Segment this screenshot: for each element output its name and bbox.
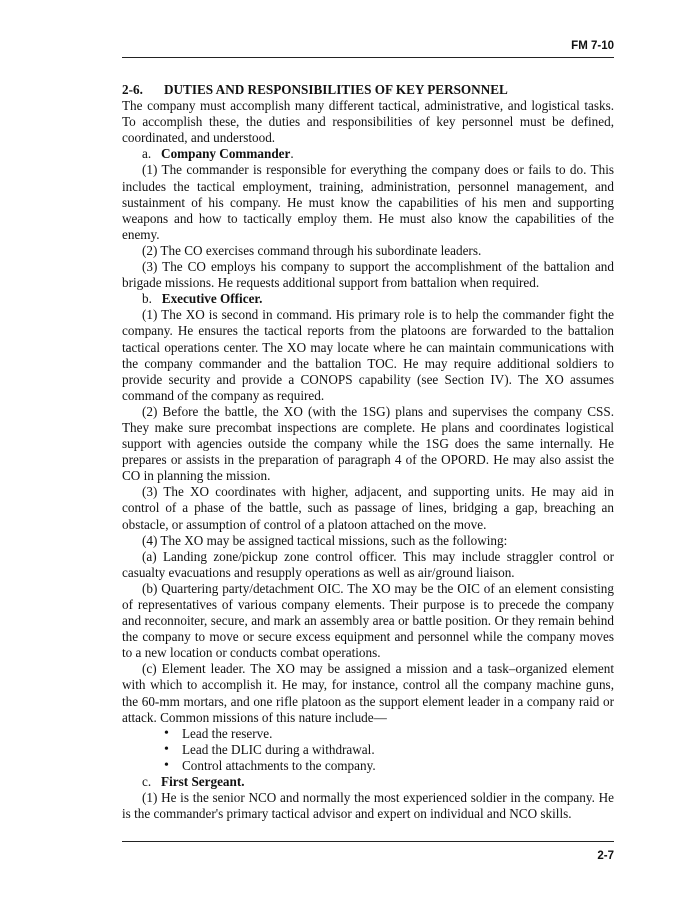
paragraph: (1) The XO is second in command. His primary role is to help the commander fight the company. He ensures the tactical reports from the platoons are forwarded to the battalion tactical operations center. The XO may locate where he can maintain communications with the company commander and the battalion TOC. He may require additional soldiers to provide security and provide a CONOPS capability (see Section IV). The XO assumes command of the company as required. bbox=[122, 307, 614, 403]
subsection-title: Executive Officer. bbox=[161, 291, 263, 307]
subsection-letter: b. bbox=[142, 291, 152, 307]
section-heading bbox=[122, 82, 614, 98]
paragraph: (4) The XO may be assigned tactical missions, such as the following: bbox=[142, 532, 508, 548]
paragraph: (1) He is the senior NCO and normally the most experienced soldier in the company. He is the commander's primary tactical advisor and expert on individual and NCO skills. bbox=[122, 790, 614, 822]
subsection-heading-xo bbox=[122, 291, 614, 307]
subsection-heading-commander: a. Company Commander. bbox=[142, 146, 294, 162]
page-number: 2-7 bbox=[597, 850, 614, 862]
subsection-title: First Sergeant. bbox=[161, 774, 245, 790]
list-item: • Lead the reserve. bbox=[164, 726, 614, 742]
paragraph: (3) The XO coordinates with higher, adjacent, and supporting units. He may aid in control of a phase of the battle, such as passage of lines, bridging a gap, breaching an obstacle, or assumption of control of a platoon attached on the move. bbox=[122, 484, 614, 532]
paragraph: (2) Before the battle, the XO (with the 1SG) plans and supervises the company CSS. They make sure precombat inspections are complete. He plans and coordinates logistical support with agencies outside the company while the 1SG does the same internally. He prepares or assists in the preparation of paragraph 4 of the OPORD. He may also assist the CO in planning the mission. bbox=[122, 403, 614, 484]
subsection-heading-first-sergeant bbox=[122, 774, 614, 790]
subsection-letter: c. bbox=[142, 774, 152, 790]
list-item: • Control attachments to the company. bbox=[164, 758, 614, 774]
footer-rule bbox=[122, 841, 614, 842]
page-body bbox=[122, 82, 614, 822]
header-rule bbox=[122, 57, 614, 58]
section-number: 2-6. bbox=[122, 82, 143, 97]
paragraph: (2) The CO exercises command through his subordinate leaders. bbox=[142, 242, 482, 258]
paragraph: (1) The commander is responsible for everything the company does or fails to do. This includes the tactical employment, training, administration, personnel management, and sustainment of his company. He must know the capabilities of his men and supporting weapons and how to tactically employ them. He must also know the capabilities of the enemy. bbox=[122, 162, 614, 242]
subsection-letter: a. bbox=[142, 146, 152, 162]
running-header: FM 7-10 bbox=[571, 40, 614, 52]
paragraph: (c) Element leader. The XO may be assigned a mission and a task–organized element with which to accomplish it. He may, for instance, control all the company machine guns, the 60-mm mortars, and one rifle platoon as the support element leader in a company raid or attack. Common missions of this nature include— bbox=[122, 661, 614, 725]
list-item: • Lead the DLIC during a withdrawal. bbox=[164, 742, 614, 758]
paragraph: (3) The CO employs his company to support the accomplishment of the battalion and brigade missions. He requests additional support from battalion when required. bbox=[122, 259, 614, 291]
section-intro: The company must accomplish many different tactical, administrative, and logistical tasks. To accomplish these, the duties and responsibilities of key personnel must be defined, coordinated, and understood. bbox=[122, 98, 614, 146]
bullet-list bbox=[122, 726, 614, 774]
paragraph: (a) Landing zone/pickup zone control officer. This may include straggler control or casualty evacuations and resupply operations as well as air/ground liaison. bbox=[122, 548, 614, 580]
subsection-title: Company Commander bbox=[161, 146, 291, 162]
paragraph: (b) Quartering party/detachment OIC. The XO may be the OIC of an element consisting of representatives of various company elements. Their purpose is to precede the company and reconnoiter, secure, and mark an assembly area or battle position. Or they remain behind the company to move or secure excess equipment and personnel while the company moves to a new location or conducts combat operations. bbox=[122, 580, 614, 661]
section-title: DUTIES AND RESPONSIBILITIES OF KEY PERSONNEL bbox=[164, 82, 508, 97]
